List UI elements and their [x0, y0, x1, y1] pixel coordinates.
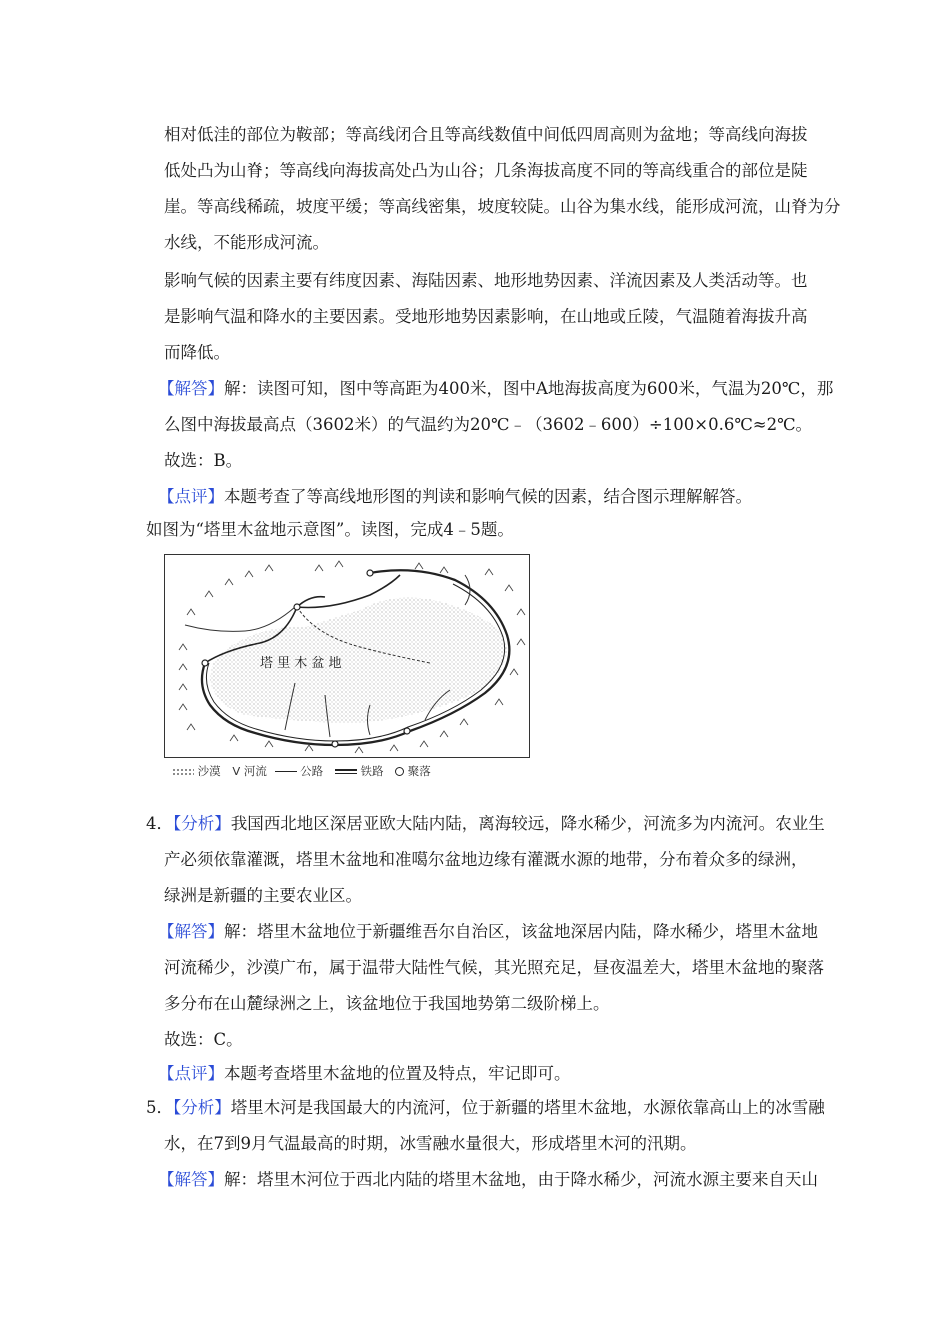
q4-answer-line-1: 【解答】解：塔里木盆地位于新疆维吾尔自治区，该盆地深居内陆，降水稀少，塔里木盆地 — [158, 922, 818, 941]
explanation-line-1: 相对低洼的部位为鞍部；等高线闭合且等高线数值中间低四周高则为盆地；等高线向海拔 — [164, 125, 808, 144]
answer-tag: 【解答】 — [158, 922, 224, 941]
desert-area — [210, 598, 507, 724]
river-1 — [185, 607, 295, 631]
explanation-line-5: 影响气候的因素主要有纬度因素、海陆因素、地形地势因素、洋流因素及人类活动等。也 — [164, 271, 808, 290]
explanation-line-7: 而降低。 — [164, 343, 230, 362]
settlement — [202, 660, 208, 666]
q3-comment: 【点评】本题考查了等高线地形图的判读和影响气候的因素，结合图示理解解答。 — [158, 487, 752, 506]
question-number: 5． — [146, 1098, 173, 1117]
question-intro: 如图为“塔里木盆地示意图”。读图，完成4﹣5题。 — [146, 520, 514, 539]
river-7 — [465, 575, 470, 605]
legend-settlement: 聚落 — [407, 764, 431, 778]
explanation-line-4: 水线，不能形成河流。 — [164, 233, 329, 252]
answer-tag: 【解答】 — [158, 379, 224, 398]
analysis-tag: 【分析】 — [173, 1098, 231, 1117]
map-frame — [164, 554, 530, 758]
legend-railway: 铁路 — [360, 764, 384, 778]
settlement — [367, 570, 373, 576]
settlement — [294, 604, 300, 610]
q4-comment: 【点评】本题考查塔里木盆地的位置及特点，牢记即可。 — [158, 1064, 571, 1083]
settlement — [332, 741, 338, 747]
q5-analysis-line-2: 水，在7到9月气温最高的时期，冰雪融水量很大，形成塔里木河的汛期。 — [164, 1134, 697, 1153]
comment-tag: 【点评】 — [158, 487, 224, 506]
legend-road-icon — [275, 771, 297, 772]
q4-choice: 故选：C。 — [164, 1030, 243, 1049]
q4-answer-line-3: 多分布在山麓绿洲之上，该盆地位于我国地势第二级阶梯上。 — [164, 994, 610, 1013]
explanation-line-2: 低处凸为山脊；等高线向海拔高处凸为山谷；几条海拔高度不同的等高线重合的部位是陡 — [164, 161, 808, 180]
q4-analysis-line-3: 绿洲是新疆的主要农业区。 — [164, 886, 362, 905]
question-number: 4． — [146, 814, 173, 833]
q3-answer-line-2: 么图中海拔最高点（3602米）的气温约为20℃﹣（3602﹣600）÷100×0.6℃≈2℃。 — [164, 415, 813, 434]
legend-desert-icon — [172, 768, 194, 776]
basin-label: 塔 里 木 盆 地 — [260, 656, 342, 671]
legend-settlement-icon — [395, 767, 404, 776]
q5-answer-line-1: 【解答】解：塔里木河位于西北内陆的塔里木盆地，由于降水稀少，河流水源主要来自天山 — [158, 1170, 818, 1189]
map-graphic — [165, 555, 529, 757]
legend-railway-icon — [335, 769, 357, 774]
legend-road: 公路 — [300, 764, 324, 778]
map-legend — [164, 762, 530, 780]
q4-analysis-line-1: 4．【分析】我国西北地区深居亚欧大陆内陆，离海较远，降水稀少，河流多为内流河。农业生 — [146, 814, 825, 833]
legend-desert: 沙漠 — [197, 764, 221, 778]
explanation-line-3: 崖。等高线稀疏，坡度平缓；等高线密集，坡度较陡。山谷为集水线，能形成河流，山脊为分 — [164, 197, 841, 216]
comment-tag: 【点评】 — [158, 1064, 224, 1083]
q4-analysis-line-2: 产必须依靠灌溉，塔里木盆地和准噶尔盆地边缘有灌溉水源的地带，分布着众多的绿洲， — [164, 850, 808, 869]
q5-analysis-line-1: 5．【分析】塔里木河是我国最大的内流河，位于新疆的塔里木盆地，水源依靠高山上的冰雪融 — [146, 1098, 825, 1117]
legend-river: 河流 — [243, 764, 267, 778]
q4-answer-line-2: 河流稀少，沙漠广布，属于温带大陆性气候，其光照充足，昼夜温差大，塔里木盆地的聚落 — [164, 958, 824, 977]
analysis-tag: 【分析】 — [173, 814, 231, 833]
answer-tag: 【解答】 — [158, 1170, 224, 1189]
settlement — [404, 728, 410, 734]
tarim-basin-map — [164, 554, 530, 782]
q3-answer-line-1: 【解答】解：读图可知，图中等高距为400米，图中A地海拔高度为600米，气温为20℃，那 — [158, 379, 834, 398]
explanation-line-6: 是影响气温和降水的主要因素。受地形地势因素影响，在山地或丘陵，气温随着海拔升高 — [164, 307, 808, 326]
legend-river-icon: ᐯ — [232, 764, 241, 778]
q3-choice: 故选：B。 — [164, 451, 243, 470]
